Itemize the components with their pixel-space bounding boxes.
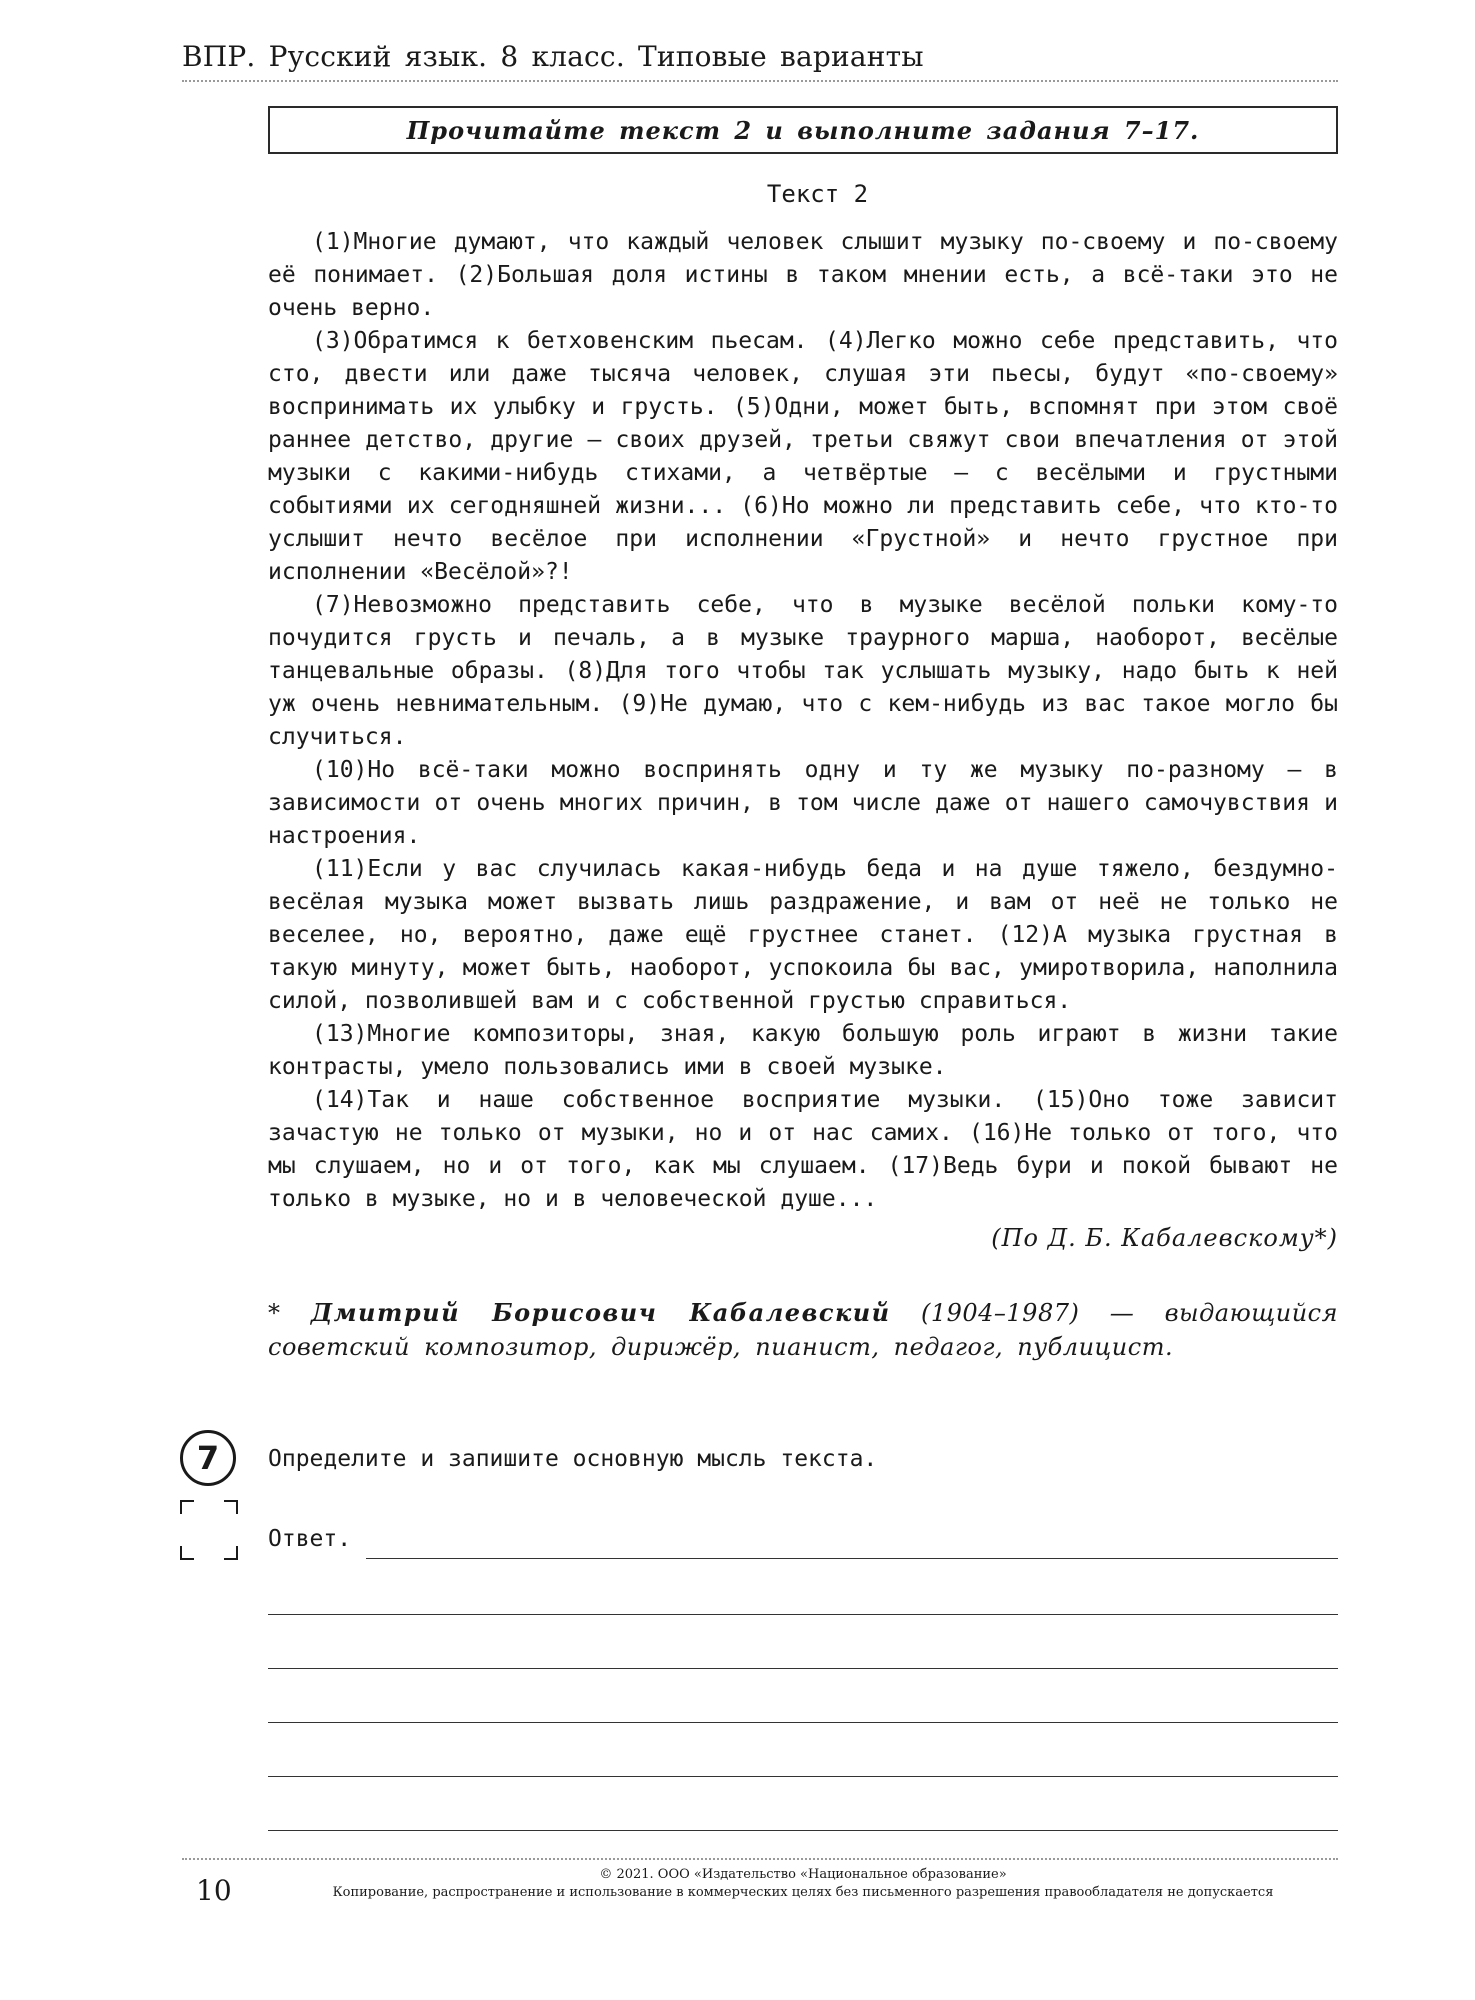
answer-line-6[interactable]	[268, 1830, 1338, 1831]
answer-box-corner-top-right	[224, 1500, 238, 1514]
answer-box-corner-bottom-right	[224, 1546, 238, 1560]
answer-label: Ответ.	[268, 1526, 352, 1552]
paragraph-5: (11)Если у вас случилась какая-нибудь беда и на душе тяжело, бездумно-весёлая музыка может вызвать лишь раздражение, и вам от неё не только не веселее, но, вероятно, даже ещё грустнее станет. (12)А музыка грустная в такую минуту, может быть, наоборот, успокоила бы вас, умиротворила, наполнила силой, позволившей вам и с собственной грустью справиться.	[268, 856, 1338, 1014]
paragraph-3: (7)Невозможно представить себе, что в музыке весёлой польки кому-то почудится грусть и печаль, а в музыке траурного марша, наоборот, весёлые танцевальные образы. (8)Для того чтобы так услышать музыку, надо быть к ней уж очень невнимательным. (9)Не думаю, что с кем-нибудь из вас такое могло бы случиться.	[268, 592, 1338, 750]
paragraph-4: (10)Но всё-таки можно воспринять одну и ту же музыку по-разному — в зависимости от очень многих причин, в том числе даже от нашего самочувствия и настроения.	[268, 757, 1338, 849]
footnote-name: Дмитрий Борисович Кабалевский	[310, 1298, 891, 1327]
paragraph-7: (14)Так и наше собственное восприятие музыки. (15)Оно тоже зависит зачастую не только от музыки, но и от нас самих. (16)Не только от того, что мы слушаем, но и от того, как мы слушаем. (17)Ведь бури и покой бывают не только в музыке, но и в человеческой душе...	[268, 1087, 1338, 1212]
text-title: Текст 2	[766, 180, 869, 208]
footer-divider	[182, 1858, 1338, 1860]
page-number: 10	[196, 1874, 232, 1907]
footnote	[268, 1296, 1338, 1364]
paragraph-1: (1)Многие думают, что каждый человек слышит музыку по-своему и по-своему её понимает. (2)Большая доля истины в таком мнении есть, а всё-таки это не очень верно.	[268, 229, 1338, 321]
answer-line-2[interactable]	[268, 1614, 1338, 1615]
answer-line-3[interactable]	[268, 1668, 1338, 1669]
answer-line-1[interactable]	[366, 1558, 1338, 1559]
footnote-marker: *	[268, 1299, 311, 1327]
instruction-box	[268, 106, 1338, 154]
main-text	[268, 226, 1338, 1216]
instruction-text: Прочитайте текст 2 и выполните задания 7–17.	[406, 115, 1200, 145]
answer-line-4[interactable]	[268, 1722, 1338, 1723]
copyright-block	[268, 1866, 1338, 1902]
answer-line-5[interactable]	[268, 1776, 1338, 1777]
copyright-notice: Копирование, распространение и использование в коммерческих целях без письменного разрешения правообладателя не допускается	[332, 1885, 1274, 1900]
text-attribution: (По Д. Б. Кабалевскому*)	[991, 1224, 1338, 1252]
copyright-line: © 2021. ООО «Издательство «Национальное образование»	[599, 1867, 1007, 1882]
task-number-badge: 7	[180, 1430, 236, 1486]
footnote-description: (1904–1987) — выдающийся советский композитор, дирижёр, пианист, педагог, публицист.	[268, 1299, 1338, 1361]
answer-box-corner-top-left	[180, 1500, 194, 1514]
paragraph-2: (3)Обратимся к бетховенским пьесам. (4)Легко можно себе представить, что сто, двести или даже тысяча человек, слушая эти пьесы, будут «по-своему» воспринимать их улыбку и грусть. (5)Одни, может быть, вспомнят при этом своё раннее детство, другие — своих друзей, третьи свяжут свои впечатления от этой музыки с какими-нибудь стихами, а четвёртые — с весёлыми и грустными событиями их сегодняшней жизни... (6)Но можно ли представить себе, что кто-то услышит нечто весёлое при исполнении «Грустной» и нечто грустное при исполнении «Весёлой»?!	[268, 328, 1338, 585]
paragraph-6: (13)Многие композиторы, зная, какую большую роль играют в жизни такие контрасты, умело пользовались ими в своей музыке.	[268, 1021, 1338, 1080]
page-header	[182, 40, 1338, 82]
page-header-title: ВПР. Русский язык. 8 класс. Типовые варианты	[182, 40, 924, 73]
task-question: Определите и запишите основную мысль текста.	[268, 1446, 878, 1472]
answer-box-corner-bottom-left	[180, 1546, 194, 1560]
